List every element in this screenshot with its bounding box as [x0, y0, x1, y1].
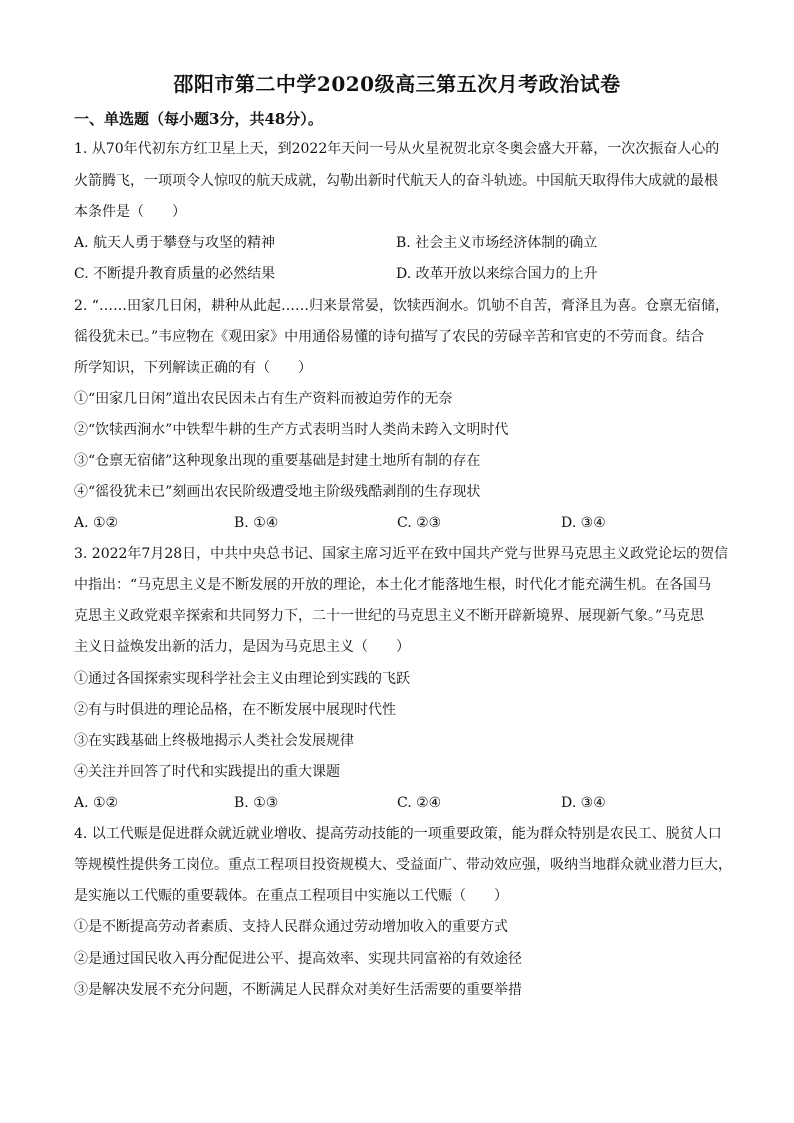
- question-2-option-a: A. ①②: [74, 515, 119, 531]
- section-header: 一、单选题（每小题3分，共48分）。: [74, 110, 323, 128]
- question-4-line-1: 4. 以工代赈是促进群众就近就业增收、提高劳动技能的一项重要政策，能为群众特别是农民工、脱贫人口: [74, 826, 722, 842]
- question-1-options-row-2: [74, 265, 724, 283]
- question-2-statement-4: ④“徭役犹未已”刻画出农民阶级遭受地主阶级残酷剥削的生存现状: [74, 484, 481, 500]
- question-1-option-a: A. 航天人勇于攀登与攻坚的精神: [74, 235, 276, 251]
- question-3-option-a: A. ①②: [74, 795, 119, 811]
- question-2-options: [74, 514, 724, 532]
- question-1-option-d: D. 改革开放以来综合国力的上升: [396, 266, 598, 282]
- question-1-option-b: B. 社会主义市场经济体制的确立: [396, 235, 598, 251]
- question-2-option-d: D. ③④: [561, 515, 606, 531]
- question-2-option-c: C. ②③: [397, 515, 442, 531]
- question-4-statement-2: ②是通过国民收入再分配促进公平、提高效率、实现共同富裕的有效途径: [74, 951, 522, 967]
- question-3-line-3: 克思主义政党艰辛探索和共同努力下，二十一世纪的马克思主义不断开辟新境界、展现新气象。”马克思: [74, 608, 705, 624]
- question-1-options: [74, 234, 724, 252]
- question-3-line-2: 中指出：“马克思主义是不断发展的开放的理论，本土化才能落地生根，时代化才能充满生机。在各国马: [74, 577, 712, 593]
- question-3-option-b: B. ①③: [234, 795, 279, 811]
- question-3-option-d: D. ③④: [561, 795, 606, 811]
- question-2-line-2: 徭役犹未已。”韦应物在《观田家》中用通俗易懂的诗句描写了农民的劳碌辛苦和官吏的不劳而食。结合: [74, 329, 705, 345]
- question-4-statement-1: ①是不断提高劳动者素质、支持人民群众通过劳动增加收入的重要方式: [74, 919, 508, 935]
- question-3-statement-4: ④关注并回答了时代和实践提出的重大课题: [74, 764, 340, 780]
- question-1-option-c: C. 不断提升教育质量的必然结果: [74, 266, 276, 282]
- question-2-statement-2: ②“饮犊西涧水”中铁犁牛耕的生产方式表明当时人类尚未跨入文明时代: [74, 422, 509, 438]
- question-3-options: [74, 794, 724, 812]
- question-3-line-4: 主义日益焕发出新的活力，是因为马克思主义（ ）: [74, 639, 410, 655]
- question-3-statement-3: ③在实践基础上终极地揭示人类社会发展规律: [74, 733, 354, 749]
- question-4-statement-3: ③是解决发展不充分问题，不断满足人民群众对美好生活需要的重要举措: [74, 982, 522, 998]
- question-2-line-1: 2. “……田家几日闲，耕种从此起……归来景常晏，饮犊西涧水。饥劬不自苦，膏泽且为喜。仓禀无宿储，: [74, 298, 729, 314]
- question-4-line-2: 等规模性提供务工岗位。重点工程项目投资规模大、受益面广、带动效应强，吸纳当地群众就业潜力巨大，: [74, 857, 732, 873]
- question-4-line-3: 是实施以工代赈的重要载体。在重点工程项目中实施以工代赈（ ）: [74, 888, 508, 904]
- question-3-statement-1: ①通过各国探索实现科学社会主义由理论到实践的飞跃: [74, 671, 410, 687]
- question-2-statement-1: ①“田家几日闲”道出农民因未占有生产资料而被迫劳作的无奈: [74, 391, 453, 407]
- question-2-line-3: 所学知识，下列解读正确的有（ ）: [74, 360, 312, 376]
- exam-title: 邵阳市第二中学2020级高三第五次月考政治试卷: [173, 72, 621, 96]
- question-3-line-1: 3. 2022年7月28日，中共中央总书记、国家主席习近平在致中国共产党与世界马克思主义政党论坛的贺信: [74, 546, 729, 562]
- question-3-statement-2: ②有与时俱进的理论品格，在不断发展中展现时代性: [74, 702, 396, 718]
- question-1-line-1: 1. 从70年代初东方红卫星上天，到2022年天问一号从火星祝贺北京冬奥会盛大开幕，一次次振奋人心的: [74, 141, 720, 157]
- question-1-line-2: 火箭腾飞，一项项令人惊叹的航天成就，勾勒出新时代航天人的奋斗轨迹。中国航天取得伟大成就的最根: [74, 173, 718, 189]
- question-2-option-b: B. ①④: [234, 515, 279, 531]
- question-3-option-c: C. ②④: [397, 795, 442, 811]
- question-2-statement-3: ③“仓禀无宿储”这种现象出现的重要基础是封建土地所有制的存在: [74, 453, 481, 469]
- question-1-line-3: 本条件是（ ）: [74, 204, 186, 220]
